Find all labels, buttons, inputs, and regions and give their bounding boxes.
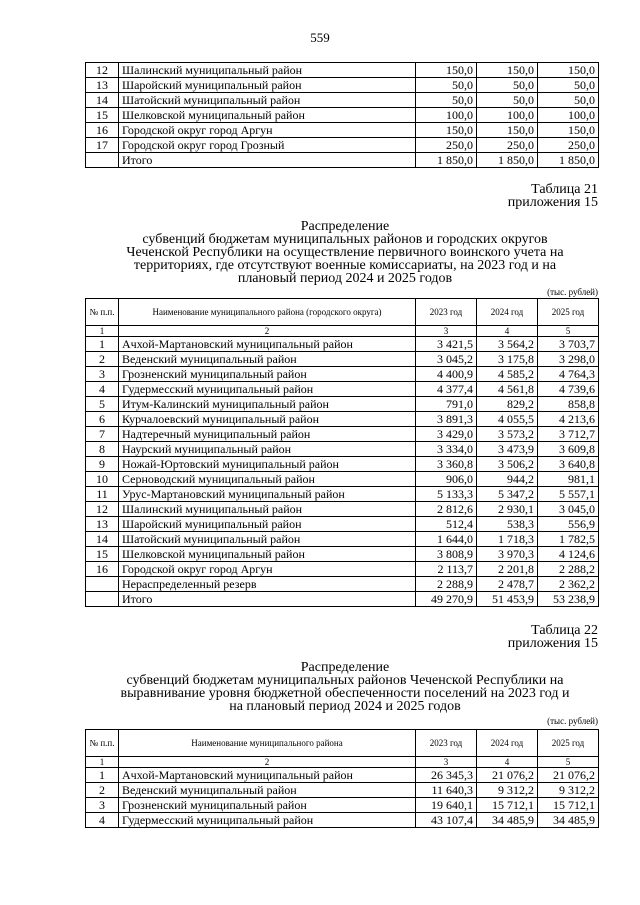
table-row [86, 517, 599, 532]
value-2023: 3 045,2 [416, 352, 477, 367]
value-2025: 3 298,0 [538, 352, 599, 367]
row-number: 13 [86, 517, 119, 532]
value-2024: 15 712,1 [477, 798, 538, 813]
value-2024: 538,3 [477, 517, 538, 532]
row-number: 2 [86, 352, 119, 367]
title-line: Распределение [300, 219, 390, 234]
table21-label [508, 183, 598, 209]
header-2025: 2025 год [538, 730, 599, 757]
title-line: на плановый период 2024 и 2025 годов [229, 699, 461, 714]
table-row [86, 798, 599, 813]
row-number: 8 [86, 442, 119, 457]
value-2023: 4 400,9 [416, 367, 477, 382]
value-2025: 4 739,6 [538, 382, 599, 397]
value-2023: 791,0 [416, 397, 477, 412]
value-2025: 556,9 [538, 517, 599, 532]
municipality-name: Шелковской муниципальный район [119, 547, 416, 562]
municipality-name: Шалинский муниципальный район [119, 63, 416, 78]
row-number [86, 592, 119, 607]
row-number: 4 [86, 382, 119, 397]
value-2025: 981,1 [538, 472, 599, 487]
municipality-name: Нераспределенный резерв [119, 577, 416, 592]
col-number: 3 [416, 326, 477, 337]
row-number [86, 153, 119, 168]
municipality-name: Шатойский муниципальный район [119, 532, 416, 547]
municipality-name: Веденский муниципальный район [119, 783, 416, 798]
municipality-name: Итум-Калинский муниципальный район [119, 397, 416, 412]
value-2025: 34 485,9 [538, 813, 599, 828]
header-row [86, 299, 599, 326]
table-row [86, 502, 599, 517]
table-row [86, 352, 599, 367]
row-number: 16 [86, 562, 119, 577]
value-2023: 19 640,1 [416, 798, 477, 813]
table-body [86, 768, 599, 828]
value-2023: 3 891,3 [416, 412, 477, 427]
value-2024: 944,2 [477, 472, 538, 487]
municipality-name: Шаройский муниципальный район [119, 517, 416, 532]
value-2024: 100,0 [477, 108, 538, 123]
row-number: 3 [86, 798, 119, 813]
value-2025: 9 312,2 [538, 783, 599, 798]
value-2024: 51 453,9 [477, 592, 538, 607]
value-2023: 3 429,0 [416, 427, 477, 442]
row-number: 11 [86, 487, 119, 502]
value-2023: 43 107,4 [416, 813, 477, 828]
value-2025: 4 124,6 [538, 547, 599, 562]
row-number: 14 [86, 532, 119, 547]
value-2025: 3 609,8 [538, 442, 599, 457]
row-number: 13 [86, 78, 119, 93]
value-2023: 3 808,9 [416, 547, 477, 562]
value-2023: 1 644,0 [416, 532, 477, 547]
value-2024: 3 564,2 [477, 337, 538, 352]
table-row [86, 427, 599, 442]
header-name: Наименование муниципального района [119, 730, 416, 757]
value-2024: 4 585,2 [477, 367, 538, 382]
value-2023: 11 640,3 [416, 783, 477, 798]
col-number: 3 [416, 757, 477, 768]
municipality-name: Надтеречный муниципальный район [119, 427, 416, 442]
municipality-name: Шалинский муниципальный район [119, 502, 416, 517]
value-2024: 3 506,2 [477, 457, 538, 472]
appendix-label: приложения 15 [507, 195, 598, 210]
title-line: территориях, где отсутствуют военные комиссариаты, на 2023 год и на [133, 258, 557, 273]
table-row [86, 768, 599, 783]
value-2024: 4 055,5 [477, 412, 538, 427]
table22-label [508, 624, 598, 650]
value-2023: 3 421,5 [416, 337, 477, 352]
table-row [86, 412, 599, 427]
value-2024: 9 312,2 [477, 783, 538, 798]
header-num: № п.п. [86, 299, 119, 326]
table-row [86, 108, 599, 123]
value-2024: 3 573,2 [477, 427, 538, 442]
value-2023: 5 133,3 [416, 487, 477, 502]
title-line: субвенций бюджетам муниципальных районов и городских округов [142, 232, 548, 247]
value-2023: 49 270,9 [416, 592, 477, 607]
table-row [86, 813, 599, 828]
col-number: 2 [119, 326, 416, 337]
value-2024: 3 473,9 [477, 442, 538, 457]
value-2024: 250,0 [477, 138, 538, 153]
column-number-row [86, 757, 599, 768]
table21-title [90, 220, 600, 285]
value-2024: 3 175,8 [477, 352, 538, 367]
municipality-name: Городской округ город Аргун [119, 562, 416, 577]
value-2025: 858,8 [538, 397, 599, 412]
table-row [86, 577, 599, 592]
value-2025: 150,0 [538, 123, 599, 138]
value-2023: 2 812,6 [416, 502, 477, 517]
page-number: 559 [310, 30, 330, 45]
value-2024: 4 561,8 [477, 382, 538, 397]
table-row [86, 783, 599, 798]
municipality-name: Веденский муниципальный район [119, 352, 416, 367]
value-2024: 2 201,8 [477, 562, 538, 577]
col-number: 1 [86, 326, 119, 337]
value-2023: 2 288,9 [416, 577, 477, 592]
value-2023: 150,0 [416, 123, 477, 138]
value-2024: 150,0 [477, 63, 538, 78]
value-2024: 150,0 [477, 123, 538, 138]
value-2023: 250,0 [416, 138, 477, 153]
value-2024: 50,0 [477, 93, 538, 108]
row-number: 1 [86, 337, 119, 352]
municipality-name: Шелковской муниципальный район [119, 108, 416, 123]
value-2025: 2 362,2 [538, 577, 599, 592]
value-2025: 50,0 [538, 93, 599, 108]
col-number: 5 [538, 757, 599, 768]
municipality-name: Урус-Мартановский муниципальный район [119, 487, 416, 502]
table-number: Таблица 22 [531, 623, 598, 638]
value-2024: 5 347,2 [477, 487, 538, 502]
row-number [86, 577, 119, 592]
header-2025: 2025 год [538, 299, 599, 326]
header-row [86, 730, 599, 757]
value-2023: 26 345,3 [416, 768, 477, 783]
value-2023: 150,0 [416, 63, 477, 78]
value-2023: 50,0 [416, 78, 477, 93]
municipality-name: Гудермесский муниципальный район [119, 382, 416, 397]
value-2024: 50,0 [477, 78, 538, 93]
table-row [86, 397, 599, 412]
header-num: № п.п. [86, 730, 119, 757]
table-row [86, 63, 599, 78]
municipality-name: Ножай-Юртовский муниципальный район [119, 457, 416, 472]
row-number: 15 [86, 108, 119, 123]
row-number: 3 [86, 367, 119, 382]
table-row [86, 457, 599, 472]
value-2025: 4 764,3 [538, 367, 599, 382]
table-row [86, 138, 599, 153]
table-top-continuation [85, 62, 599, 168]
value-2024: 2 478,7 [477, 577, 538, 592]
value-2023: 4 377,4 [416, 382, 477, 397]
title-line: Распределение [300, 660, 390, 675]
table21 [85, 298, 599, 607]
table-row [86, 123, 599, 138]
table-body [86, 337, 599, 607]
table-row [86, 382, 599, 397]
table22-title [90, 661, 600, 713]
municipality-name: Гудермесский муниципальный район [119, 813, 416, 828]
row-number: 5 [86, 397, 119, 412]
row-number: 12 [86, 63, 119, 78]
value-2023: 100,0 [416, 108, 477, 123]
municipality-name: Шаройский муниципальный район [119, 78, 416, 93]
table-row [86, 153, 599, 168]
table22 [85, 729, 599, 828]
value-2025: 53 238,9 [538, 592, 599, 607]
value-2023: 3 360,8 [416, 457, 477, 472]
municipality-name: Шатойский муниципальный район [119, 93, 416, 108]
value-2025: 15 712,1 [538, 798, 599, 813]
table-row [86, 442, 599, 457]
table-body [86, 63, 599, 168]
municipality-name: Наурский муниципальный район [119, 442, 416, 457]
col-number: 1 [86, 757, 119, 768]
value-2025: 250,0 [538, 138, 599, 153]
table-row [86, 93, 599, 108]
appendix-label: приложения 15 [507, 636, 598, 651]
header-2023: 2023 год [416, 730, 477, 757]
table-row [86, 532, 599, 547]
value-2025: 100,0 [538, 108, 599, 123]
table-row [86, 367, 599, 382]
row-number: 6 [86, 412, 119, 427]
header-2023: 2023 год [416, 299, 477, 326]
municipality-name: Грозненский муниципальный район [119, 798, 416, 813]
title-line: плановый период 2024 и 2025 годов [237, 271, 453, 286]
value-2025: 3 045,0 [538, 502, 599, 517]
title-line: Чеченской Республики на осуществление первичного воинского учета на [126, 245, 564, 260]
row-number: 4 [86, 813, 119, 828]
value-2025: 4 213,6 [538, 412, 599, 427]
table-row [86, 337, 599, 352]
value-2025: 3 703,7 [538, 337, 599, 352]
header-2024: 2024 год [477, 730, 538, 757]
title-line: выравнивание уровня бюджетной обеспеченности поселений на 2023 год и [120, 686, 570, 701]
municipality-name: Городской округ город Грозный [119, 138, 416, 153]
row-number: 1 [86, 768, 119, 783]
table-row [86, 592, 599, 607]
value-2023: 3 334,0 [416, 442, 477, 457]
header-name: Наименование муниципального района (городского округа) [119, 299, 416, 326]
row-number: 15 [86, 547, 119, 562]
header-2024: 2024 год [477, 299, 538, 326]
value-2023: 2 113,7 [416, 562, 477, 577]
municipality-name: Серноводский муниципальный район [119, 472, 416, 487]
col-number: 4 [477, 326, 538, 337]
value-2025: 3 712,7 [538, 427, 599, 442]
col-number: 2 [119, 757, 416, 768]
value-2025: 50,0 [538, 78, 599, 93]
table-row [86, 562, 599, 577]
row-number: 12 [86, 502, 119, 517]
value-2023: 512,4 [416, 517, 477, 532]
value-2025: 2 288,2 [538, 562, 599, 577]
table22-units: (тыс. рублей) [547, 716, 598, 726]
table-row [86, 472, 599, 487]
row-number: 16 [86, 123, 119, 138]
row-number: 9 [86, 457, 119, 472]
row-number: 10 [86, 472, 119, 487]
value-2024: 3 970,3 [477, 547, 538, 562]
value-2024: 1 850,0 [477, 153, 538, 168]
value-2025: 3 640,8 [538, 457, 599, 472]
value-2025: 5 557,1 [538, 487, 599, 502]
value-2025: 21 076,2 [538, 768, 599, 783]
value-2025: 1 782,5 [538, 532, 599, 547]
value-2023: 50,0 [416, 93, 477, 108]
row-number: 7 [86, 427, 119, 442]
col-number: 5 [538, 326, 599, 337]
municipality-name: Ачхой-Мартановский муниципальный район [119, 337, 416, 352]
municipality-name: Ачхой-Мартановский муниципальный район [119, 768, 416, 783]
municipality-name: Курчалоевский муниципальный район [119, 412, 416, 427]
value-2024: 1 718,3 [477, 532, 538, 547]
municipality-name: Итого [119, 153, 416, 168]
municipality-name: Городской округ город Аргун [119, 123, 416, 138]
value-2024: 829,2 [477, 397, 538, 412]
value-2023: 906,0 [416, 472, 477, 487]
municipality-name: Грозненский муниципальный район [119, 367, 416, 382]
col-number: 4 [477, 757, 538, 768]
column-number-row [86, 326, 599, 337]
value-2023: 1 850,0 [416, 153, 477, 168]
table21-units: (тыс. рублей) [547, 287, 598, 297]
table-row [86, 78, 599, 93]
table-number: Таблица 21 [531, 182, 598, 197]
value-2024: 21 076,2 [477, 768, 538, 783]
table-row [86, 487, 599, 502]
row-number: 17 [86, 138, 119, 153]
value-2025: 1 850,0 [538, 153, 599, 168]
row-number: 2 [86, 783, 119, 798]
table-row [86, 547, 599, 562]
title-line: субвенций бюджетам муниципальных районов Чеченской Республики на [126, 673, 564, 688]
value-2025: 150,0 [538, 63, 599, 78]
value-2024: 34 485,9 [477, 813, 538, 828]
row-number: 14 [86, 93, 119, 108]
value-2024: 2 930,1 [477, 502, 538, 517]
municipality-name: Итого [119, 592, 416, 607]
